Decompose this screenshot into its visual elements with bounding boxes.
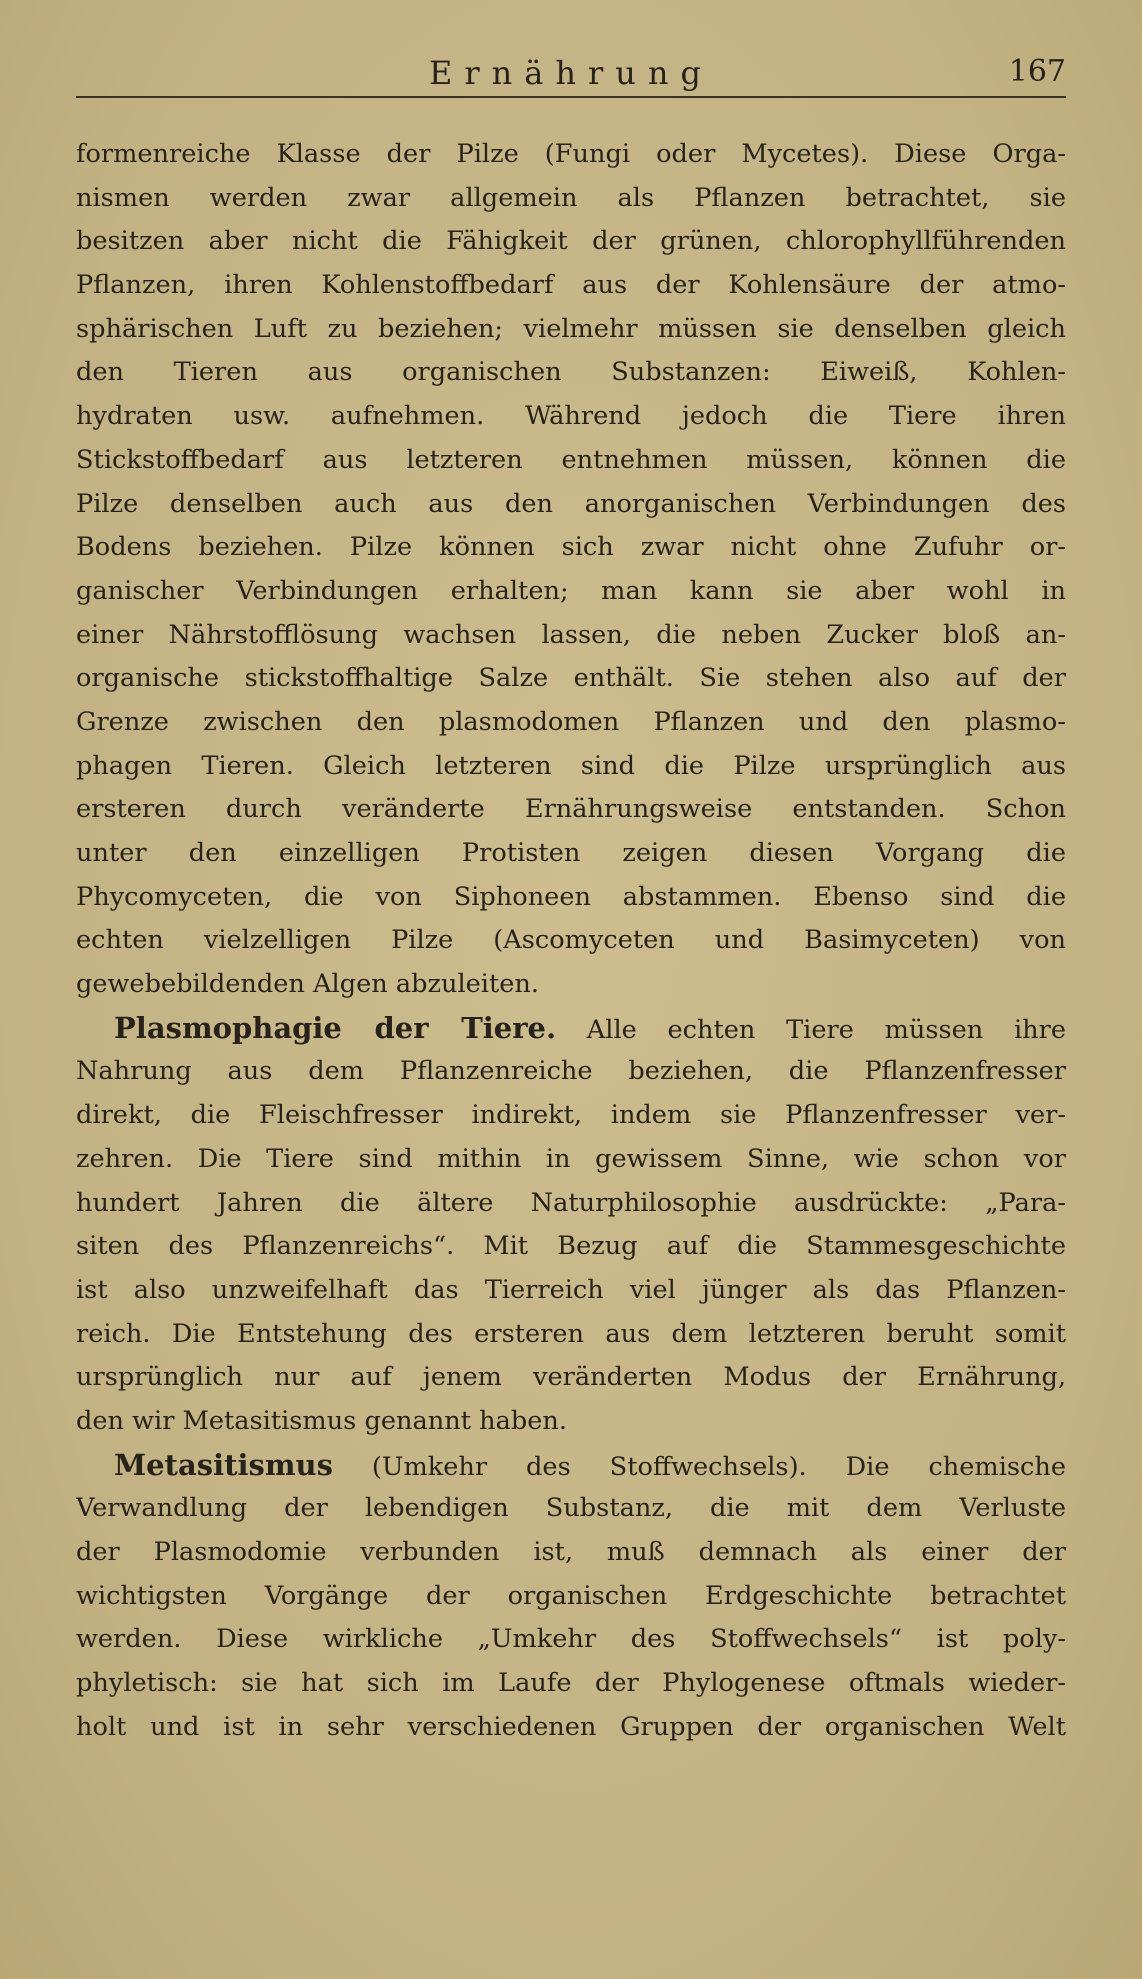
section-first-line bbox=[76, 1444, 1066, 1488]
text-line: echten vielzelligen Pilze (Ascomyceten und Basimyceten) von bbox=[76, 925, 1066, 956]
text-line: direkt, die Fleischfresser indirekt, indem sie Pflanzenfresser ver- bbox=[76, 1100, 1066, 1131]
text-line: wichtigsten Vorgänge der organischen Erdgeschichte betrachtet bbox=[76, 1580, 1066, 1611]
text-line: phyletisch: sie hat sich im Laufe der Phylogenese oftmals wieder- bbox=[76, 1668, 1066, 1699]
text-line: siten des Pflanzenreichs“. Mit Bezug auf die Stammesgeschichte bbox=[76, 1231, 1066, 1262]
text-line: Pflanzen, ihren Kohlenstoffbedarf aus der Kohlensäure der atmo- bbox=[76, 270, 1066, 301]
section-heading-metasitismus: Metasitismus bbox=[114, 1447, 333, 1482]
text-line: gewebebildenden Algen abzuleiten. bbox=[76, 969, 540, 1000]
text-line: Nahrung aus dem Pflanzenreiche beziehen, die Pflanzenfresser bbox=[76, 1056, 1066, 1087]
text-line: Verwandlung der lebendigen Substanz, die mit dem Verluste bbox=[76, 1493, 1066, 1524]
text-line: den wir Metasitismus genannt haben. bbox=[76, 1405, 568, 1436]
section-heading-plasmophagie: Plasmophagie der Tiere. bbox=[114, 1010, 557, 1045]
text-line: werden. Diese wirkliche „Umkehr des Stoffwechsels“ ist poly- bbox=[76, 1624, 1066, 1655]
text-line: hundert Jahren die ältere Naturphilosophie ausdrückte: „Para- bbox=[76, 1187, 1066, 1218]
page-number: 167 bbox=[1008, 54, 1066, 89]
text-line: unter den einzelligen Protisten zeigen diesen Vorgang die bbox=[76, 838, 1066, 868]
text-line: hydraten usw. aufnehmen. Während jedoch die Tiere ihren bbox=[76, 401, 1066, 432]
text-line: ursprünglich nur auf jenem veränderten Modus der Ernährung, bbox=[76, 1362, 1066, 1393]
running-title: Ernährung bbox=[429, 54, 713, 92]
text-line: den Tieren aus organischen Substanzen: Eiweiß, Kohlen- bbox=[76, 357, 1066, 388]
text-line: ganischer Verbindungen erhalten; man kann sie aber wohl in bbox=[76, 575, 1066, 606]
text-line: ersteren durch veränderte Ernährungsweise entstanden. Schon bbox=[76, 794, 1066, 825]
text-line: phagen Tieren. Gleich letzteren sind die Pilze ursprünglich aus bbox=[76, 750, 1066, 781]
section-first-line-text: (Umkehr des Stoffwechsels). Die chemische bbox=[332, 1451, 1066, 1482]
text-line: nismen werden zwar allgemein als Pflanzen betrachtet, sie bbox=[76, 182, 1066, 213]
text-line: einer Nährstofflösung wachsen lassen, die neben Zucker bloß an- bbox=[76, 619, 1066, 650]
text-line: organische stickstoffhaltige Salze enthält. Sie stehen also auf der bbox=[76, 663, 1066, 694]
text-line: holt und ist in sehr verschiedenen Gruppen der organischen Welt bbox=[76, 1711, 1066, 1742]
text-line: zehren. Die Tiere sind mithin in gewissem Sinne, wie schon vor bbox=[76, 1143, 1066, 1174]
text-line: Grenze zwischen den plasmodomen Pflanzen und den plasmo- bbox=[76, 706, 1066, 737]
text-line: Phycomyceten, die von Siphoneen abstammen. Ebenso sind die bbox=[76, 881, 1066, 912]
text-line: Stickstoffbedarf aus letzteren entnehmen müssen, können die bbox=[76, 444, 1066, 475]
text-line: reich. Die Entstehung des ersteren aus dem letzteren beruht somit bbox=[76, 1318, 1066, 1349]
text-line: formenreiche Klasse der Pilze (Fungi oder Mycetes). Diese Orga- bbox=[76, 139, 1066, 169]
text-line: besitzen aber nicht die Fähigkeit der grünen, chlorophyllführenden bbox=[76, 226, 1066, 257]
text-line: sphärischen Luft zu beziehen; vielmehr müssen sie denselben gleich bbox=[76, 313, 1066, 344]
text-line: Pilze denselben auch aus den anorganischen Verbindungen des bbox=[76, 488, 1066, 519]
text-line: ist also unzweifelhaft das Tierreich viel jünger als das Pflanzen- bbox=[76, 1274, 1066, 1305]
text-line: Bodens beziehen. Pilze können sich zwar nicht ohne Zufuhr or- bbox=[76, 532, 1066, 563]
section-first-line-text: Alle echten Tiere müssen ihre bbox=[556, 1014, 1066, 1045]
section-first-line bbox=[76, 1007, 1066, 1051]
page-header bbox=[76, 46, 1066, 98]
text-line: der Plasmodomie verbunden ist, muß demnach als einer der bbox=[76, 1537, 1066, 1567]
body-text bbox=[76, 133, 1066, 1749]
